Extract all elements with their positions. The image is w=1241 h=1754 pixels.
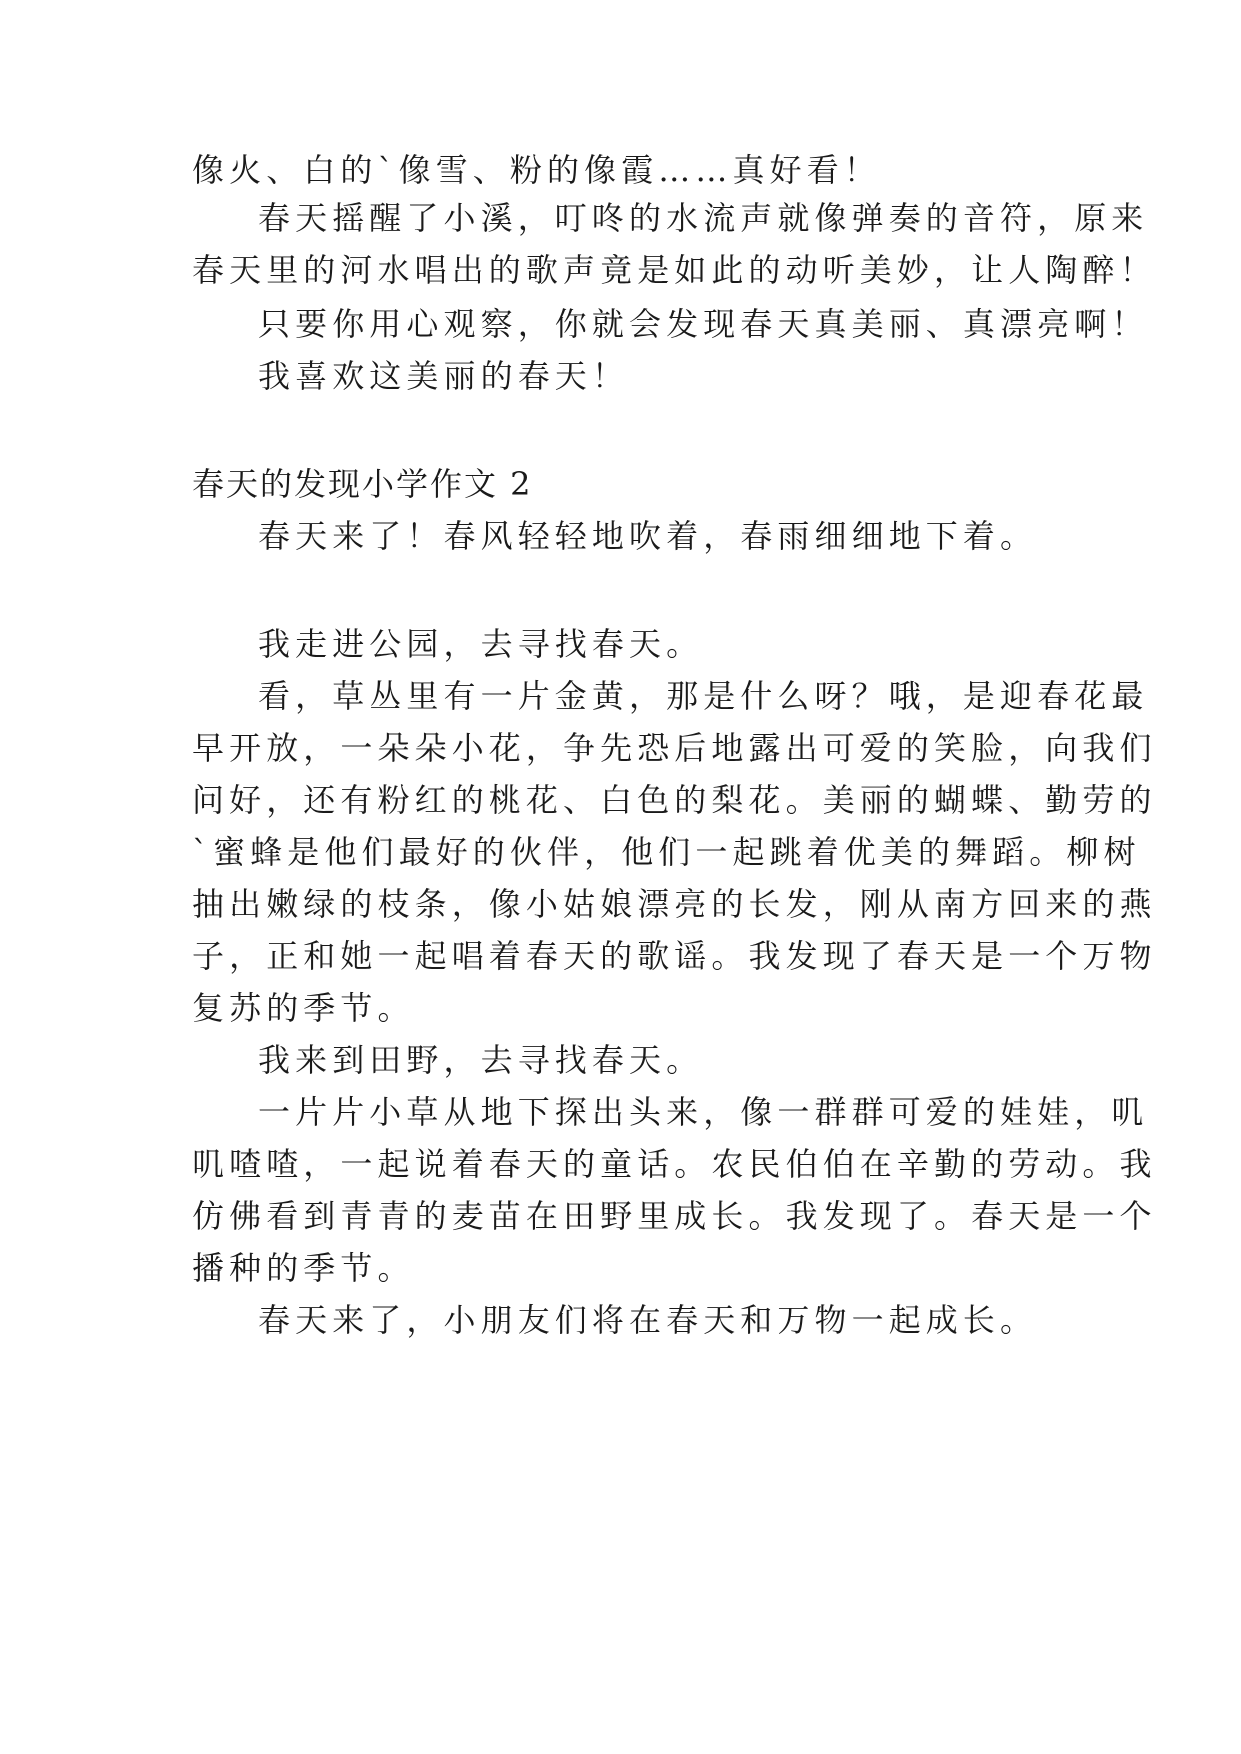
text-line: 仿佛看到青青的麦苗在田野里成长。我发现了。春天是一个 [192, 1197, 1157, 1235]
section-heading: 春天的发现小学作文 2 [192, 465, 533, 503]
text-line: `蜜蜂是他们最好的伙伴，他们一起跳着优美的舞蹈。柳树 [192, 833, 1141, 871]
text-line: 抽出嫩绿的枝条，像小姑娘漂亮的长发，刚从南方回来的燕 [192, 885, 1157, 923]
paragraph-line: 春天来了！春风轻轻地吹着，春雨细细地下着。 [258, 517, 1038, 555]
paragraph-line: 我喜欢这美丽的春天！ [258, 357, 630, 395]
paragraph-line: 我走进公园，去寻找春天。 [258, 625, 704, 663]
text-line: 复苏的季节。 [192, 989, 415, 1027]
paragraph-line: 一片片小草从地下探出头来，像一群群可爱的娃娃，叽 [258, 1093, 1149, 1131]
text-line: 问好，还有粉红的桃花、白色的梨花。美丽的蝴蝶、勤劳的 [192, 781, 1157, 819]
text-line: 播种的季节。 [192, 1249, 415, 1287]
paragraph-line: 春天摇醒了小溪，叮咚的水流声就像弹奏的音符，原来 [258, 199, 1149, 237]
text-line: 子，正和她一起唱着春天的歌谣。我发现了春天是一个万物 [192, 937, 1157, 975]
paragraph-line: 看，草丛里有一片金黄，那是什么呀？哦，是迎春花最 [258, 677, 1149, 715]
paragraph-line: 春天来了，小朋友们将在春天和万物一起成长。 [258, 1301, 1038, 1339]
text-line: 春天里的河水唱出的歌声竟是如此的动听美妙，让人陶醉！ [192, 251, 1157, 289]
text-line: 早开放，一朵朵小花，争先恐后地露出可爱的笑脸，向我们 [192, 729, 1157, 767]
text-line: 像火、白的`像雪、粉的像霞……真好看！ [192, 151, 881, 189]
text-line: 叽喳喳，一起说着春天的童话。农民伯伯在辛勤的劳动。我 [192, 1145, 1157, 1183]
paragraph-line: 我来到田野，去寻找春天。 [258, 1041, 704, 1079]
paragraph-line: 只要你用心观察，你就会发现春天真美丽、真漂亮啊！ [258, 305, 1149, 343]
